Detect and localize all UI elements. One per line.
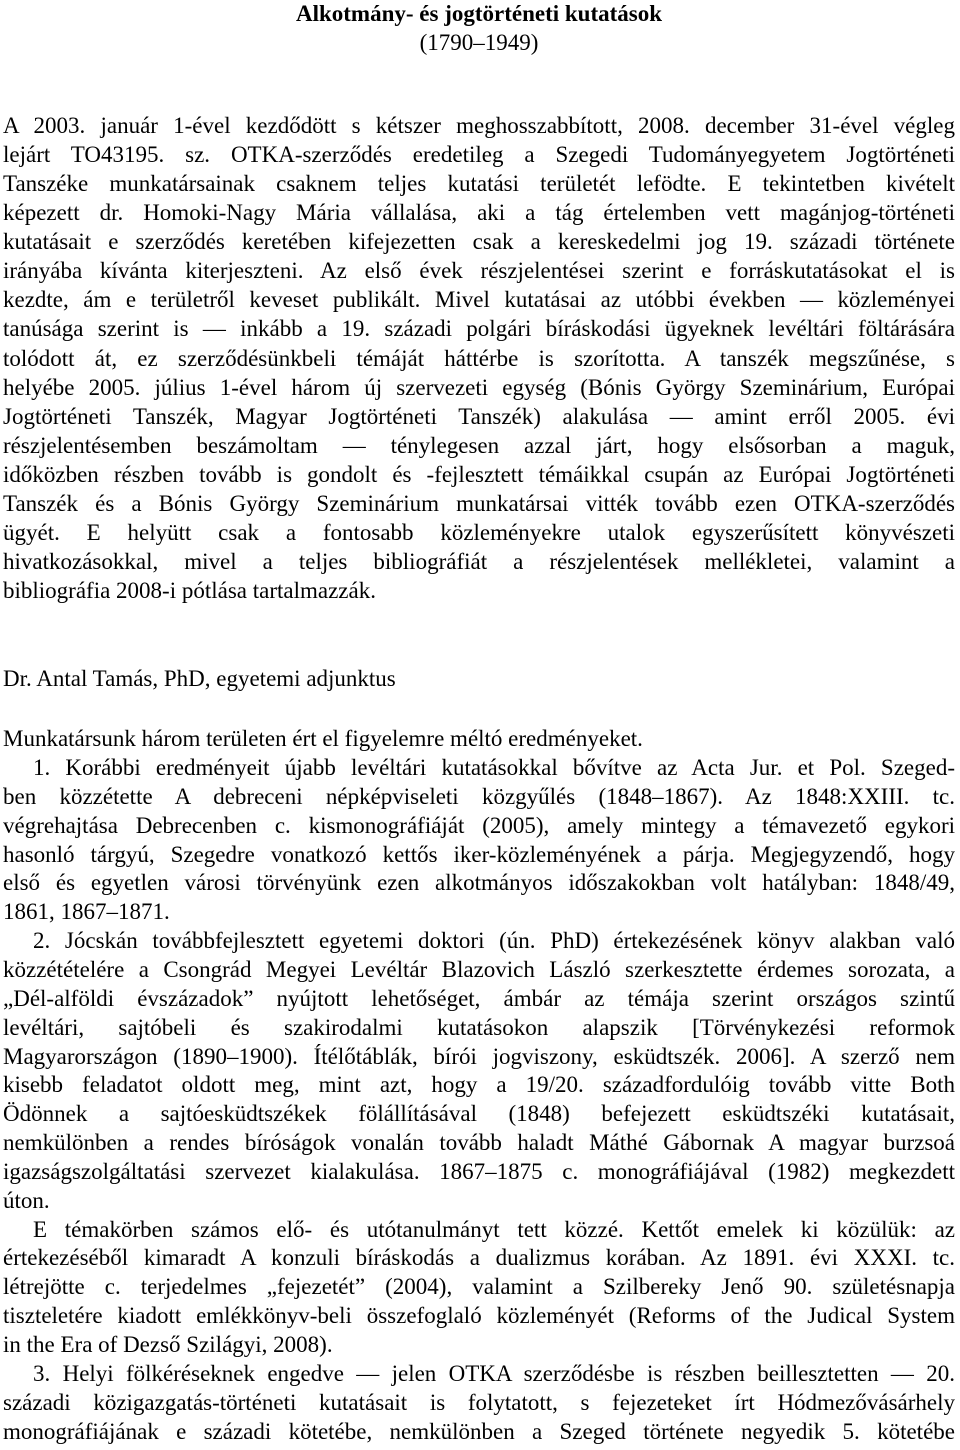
paragraph-line: 1. Korábbi eredményeit újabb levéltári kutatásokkal bővítve az Acta Jur. et Pol. Szeged-	[33, 755, 955, 781]
result-item-3	[3, 1360, 955, 1447]
paragraph-line: in the Era of Dezső Szilágyi, 2008).	[3, 1331, 333, 1357]
paragraph-line: 3. Helyi fölkéréseknek engedve — jelen OTKA szerződésbe is részben beillesztetten — 20.	[33, 1360, 955, 1386]
paragraph-line: részjelentésemben beszámoltam — ténylegesen azzal járt, hogy elsősorban a maguk,	[3, 432, 955, 458]
paragraph-line: Tanszék és a Bónis György Szeminárium munkatársai vitték tovább ezen OTKA-szerződés	[3, 491, 955, 516]
paragraph-line: bibliográfia 2008-i pótlása tartalmazzák.	[3, 578, 376, 604]
paragraph-line: nemkülönben a rendes bíróságok vonalán tovább haladt Máthé Gábornak A magyar burzsoá	[3, 1130, 955, 1156]
paragraph-line: képezett dr. Homoki-Nagy Mária vállalása, aki a tág értelemben vett magánjog-történeti	[3, 200, 955, 226]
author-heading: Dr. Antal Tamás, PhD, egyetemi adjunktus	[3, 666, 396, 692]
paragraph-line: kezdte, ám e területről keveset publikált. Mivel kutatásai az utóbbi években — közleményei	[3, 287, 955, 313]
paragraph-line: első és egyetlen városi törvényünk ezen alkotmányos időszakokban volt hatályban: 1848/49,	[3, 870, 955, 896]
document-title: Alkotmány- és jogtörténeti kutatások	[295, 1, 663, 26]
paragraph-line: kutatásait e szerződés keretében kifejezetten csak a kereskedelmi jog 19. századi története	[3, 229, 955, 255]
paragraph-line: Ödönnek a sajtóesküdtszékek fölállításával (1848) befejezett esküdtszéki kutatásait,	[3, 1101, 955, 1127]
document-subtitle: (1790–1949)	[419, 29, 539, 55]
document-body	[3, 0, 955, 1446]
paragraph-line: tanúsága szerint is — inkább a 19. századi polgári bíráskodási ügyeknek levéltári föltárására	[3, 316, 955, 342]
paragraph-line: E témakörben számos elő- és utótanulmányt tett közzé. Kettőt emelek ki közülük: az	[33, 1216, 955, 1242]
paragraph-line: hasonló tárgyú, Szegedre vonatkozó kettős iker-közleményének a párja. Megjegyzendő, hogy	[3, 841, 955, 867]
intro-paragraph	[3, 111, 955, 606]
paragraph-line: „Dél-alföldi évszázadok” nyújtott lehetőséget, ámbár az témája szerint országos szintű	[3, 985, 955, 1011]
paragraph-line: 2. Jócskán továbbfejlesztett egyetemi doktori (ún. PhD) értekezésének könyv alakban való	[33, 928, 955, 954]
paragraph-line: ügyét. E helyütt csak a fontosabb közleményekre utalok egyszerűsített könyvészeti	[3, 520, 955, 546]
paragraph-line: Jogtörténeti Tanszék, Magyar Jogtörténeti Tanszék) alakulása — amint erről 2005. évi	[3, 403, 955, 429]
paragraph-line: A 2003. január 1-ével kezdődött s kétszer meghosszabbított, 2008. december 31-ével végleg	[3, 112, 955, 138]
paragraph-line: helyébe 2005. július 1-ével három új szervezeti egység (Bónis György Szeminárium, Európai	[3, 374, 955, 400]
paragraph-line: időközben részben tovább is gondolt és -fejlesztett témáikkal csupán az Európai Jogtörténeti	[3, 461, 955, 487]
paragraph-line: tiszteletére kiadott emlékkönyv-beli összefoglaló közleményét (Reforms of the Judical System	[3, 1303, 955, 1329]
paragraph-line: tolódott át, ez szerződésünkbeli témáját háttérbe is szorította. A tanszék megszűnése, s	[3, 345, 955, 371]
paragraph-line: 1861, 1867–1871.	[3, 899, 170, 925]
paragraph-line: hivatkozásokkal, mivel a teljes bibliográfiát a részjelentések mellékletei, valamint a	[3, 549, 955, 575]
paragraph-line: ben közzétette A debreceni népképviseleti közgyűlés (1848–1867). Az 1848:XXIII. tc.	[3, 783, 955, 809]
paragraph-line: úton.	[3, 1187, 50, 1213]
paragraph-line: létrejötte c. terjedelmes „fejezetét” (2004), valamint a Szilbereky Jenő 90. születésnapja	[3, 1274, 955, 1300]
result-item-1	[3, 754, 955, 927]
paragraph-line: közzétételére a Csongrád Megyei Levéltár Blazovich László szerkesztette érdemes sorozata, a	[3, 957, 955, 983]
paragraph-line: értekezéséből kimaradt A konzuli bíráskodás a dualizmus korában. Az 1891. évi XXXI. tc.	[3, 1245, 955, 1271]
paragraph-line: levéltári, sajtóbeli és szakirodalmi kutatásokon alapszik [Törvénykezési reformok	[3, 1014, 955, 1040]
paragraph-line: irányába kívánta kiterjeszteni. Az első évek részjelentései szerint e forráskutatásokat el is	[3, 258, 955, 284]
lead-sentence: Munkatársunk három területen ért el figyelemre méltó eredményeket.	[3, 726, 643, 752]
paragraph-line: Magyarországon (1890–1900). Ítélőtáblák, bírói jogviszony, esküdtszék. 2006]. A szerző nem	[3, 1043, 955, 1069]
paragraph-line: lejárt TO43195. sz. OTKA-szerződés eredetileg a Szegedi Tudományegyetem Jogtörténeti	[3, 141, 955, 167]
paragraph-line: kisebb feladatot oldott meg, mint azt, hogy a 19/20. századfordulóig tovább vitte Both	[3, 1072, 955, 1098]
paragraph-line: Tanszéke munkatársainak csaknem teljes kutatási területét lefödte. E tekintetben kivételt	[3, 170, 955, 196]
paragraph-line: századi közigazgatás-történeti kutatásait is folytatott, s fejezeteket írt Hódmezővásárhely	[3, 1389, 955, 1415]
paragraph-line: monográfiájának e századi kötetébe, nemkülönben a Szeged története negyedik 5. kötetébe	[3, 1418, 955, 1444]
paragraph-line: igazságszolgáltatási szervezet kialakulása. 1867–1875 c. monográfiájával (1982) megkezdett	[3, 1158, 955, 1184]
result-item-2	[3, 927, 955, 1215]
paragraph-line: végrehajtása Debrecenben c. kismonográfiáját (2005), amely mintegy a témavezető egykori	[3, 812, 955, 838]
result-item-2-continuation	[3, 1216, 955, 1360]
